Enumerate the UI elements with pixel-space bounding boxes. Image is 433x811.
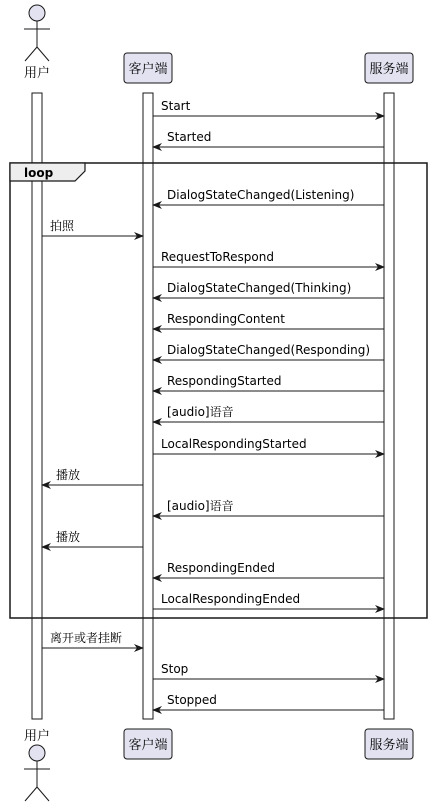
message-19	[153, 693, 384, 710]
participant-label-client: 客户端	[128, 62, 168, 77]
message-12	[42, 467, 143, 485]
participant-box-server-bottom	[365, 729, 413, 759]
message-4	[42, 218, 143, 236]
message-11	[153, 437, 384, 454]
message-label: RespondingEnded	[167, 561, 275, 575]
activation-bar-client	[143, 93, 153, 719]
actor-leg-left	[25, 787, 37, 801]
message-2	[153, 130, 384, 147]
message-label: RespondingContent	[167, 312, 285, 326]
activation-bar-user	[32, 93, 42, 719]
message-label: DialogStateChanged(Listening)	[167, 188, 355, 202]
message-label: Started	[167, 130, 212, 144]
participant-label-client: 客户端	[128, 738, 168, 753]
actor-head-icon	[29, 5, 45, 21]
message-13	[153, 498, 384, 516]
message-15	[153, 561, 384, 578]
participant-box-client-bottom	[124, 729, 172, 759]
loop-label: loop	[24, 166, 54, 180]
message-label: LocalRespondingEnded	[161, 592, 301, 606]
message-7	[153, 312, 384, 329]
message-label: Stopped	[167, 693, 217, 707]
actor-head-icon	[29, 745, 45, 761]
message-1	[153, 99, 384, 116]
message-9	[153, 374, 384, 391]
actor-user-bottom	[24, 745, 50, 801]
message-label: 离开或者挂断	[50, 631, 123, 645]
actor-leg-right	[37, 787, 49, 801]
message-label: DialogStateChanged(Thinking)	[167, 281, 352, 295]
message-label: Stop	[161, 662, 189, 676]
message-label: DialogStateChanged(Responding)	[167, 343, 371, 357]
message-label: [audio]语音	[167, 499, 234, 513]
message-10	[153, 404, 384, 422]
message-18	[153, 662, 384, 679]
participant-box-server-top	[365, 53, 413, 83]
participant-box-client-top	[124, 53, 172, 83]
participant-label-server: 服务端	[369, 738, 409, 753]
message-14	[42, 529, 143, 547]
message-label: [audio]语音	[167, 405, 234, 419]
message-17	[42, 630, 143, 648]
message-label: RequestToRespond	[161, 250, 274, 264]
message-6	[153, 281, 384, 298]
message-label: Start	[161, 99, 191, 113]
message-3	[153, 188, 384, 205]
message-5	[153, 250, 384, 267]
actor-leg-left	[25, 47, 37, 61]
actor-user-top	[24, 5, 50, 61]
participants	[24, 5, 413, 801]
participant-label-user: 用户	[23, 729, 51, 744]
activation-bar-server	[384, 93, 394, 719]
participant-label-user: 用户	[23, 66, 51, 81]
participant-label-server: 服务端	[369, 62, 409, 77]
message-label: RespondingStarted	[167, 374, 282, 388]
message-16	[153, 592, 384, 609]
message-label: 播放	[56, 468, 81, 482]
message-label: 拍照	[50, 219, 75, 233]
message-label: 播放	[56, 530, 81, 544]
actor-leg-right	[37, 47, 49, 61]
message-8	[153, 343, 384, 360]
message-label: LocalRespondingStarted	[161, 437, 307, 451]
